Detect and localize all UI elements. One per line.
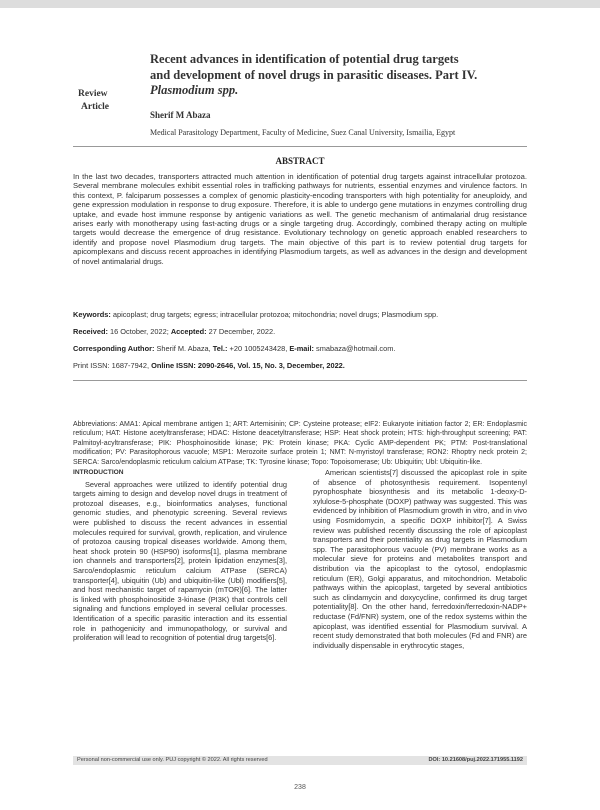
divider-top bbox=[73, 146, 527, 147]
title-line3: Plasmodium spp. bbox=[150, 83, 239, 97]
doi-link[interactable]: DOI: 10.21608/puj.2022.171955.1192 bbox=[428, 757, 523, 763]
volume-info: Vol. 15, No. 3, December, 2022. bbox=[237, 361, 345, 370]
author-name: Sherif M Abaza bbox=[150, 110, 211, 120]
page-number: 238 bbox=[294, 784, 306, 791]
received-date: 16 October, 2022; bbox=[109, 327, 169, 336]
right-column bbox=[313, 468, 527, 650]
article-type-line2: Article bbox=[81, 102, 109, 112]
email-label: E-mail: bbox=[289, 344, 314, 353]
article-title bbox=[150, 52, 550, 99]
tel-label: Tel.: bbox=[212, 344, 228, 353]
title-line1: Recent advances in identification of potential drug targets bbox=[150, 52, 459, 66]
abbreviations: Abbreviations: AMA1: Apical membrane antigen 1; ART: Artemisinin; CP: Cysteine protease; eIF2: Eukaryote initiation factor 2; ER: Endoplasmic reticulum; HAT: Histone acetyltransferase; HDAC: Histone deacetyltransferase; HSP: Heat shock protein; HTS: high-throughput screening; PAT: Palmitoyl-acyltransferase; PIK: Phosphoinositide kinase; PK: Protein kinase; PKA: Cyclic AMP-dependent PK; PTM: Post-translational modification; PV: Parasitophorous vacuole; MSP1: Merozoite surface protein 1; NMT: N-myristoyl transferase; RON2: Rhoptry neck protein 2; SERCA: Sarco/endoplasmic reticulum calcium ATPase; TK: Tyrosine kinase; Topo: Topoisomerase; Ub: Ubiquitin; Ubl: Ubiquitin-like. bbox=[73, 421, 527, 466]
received-label: Received: bbox=[73, 327, 108, 336]
corresponding-name: Sherif M. Abaza, bbox=[156, 344, 211, 353]
accepted-date: 27 December, 2022. bbox=[208, 327, 276, 336]
author-affiliation: Medical Parasitology Department, Faculty of Medicine, Suez Canal University, Ismailia, Egypt bbox=[150, 128, 456, 137]
right-column-text: American scientists[7] discussed the apicoplast role in spite of absence of photosynthesis requirement. Isopentenyl pyrophosphate biosynthesis and its metabolic 1-deoxy-D-xylulose-5-phosphate (DOXP) pathway was suggested. This was evidenced by inhibition of Plasmodium growth in vitro, and in vivo using Fosmidomycin, a specific DOXP inhibitor[7]. A Swiss review was published recently discussing the role of apicoplast transporters and their potentiality as drug targets in Plasmodium spp. The parasitophorous vacuole (PV) membrane works as a molecular sieve for proteins and metabolites transport and distribution via the apicoplast to the cytosol, endoplasmic reticulum (ER), Golgi apparatus, and mitochondrion. Metabolic pathways within the apicoplast, targeted by several antibiotics such as clindamycin and doxycycline, confirmed its drug target potentiality[8]. On the other hand, ferredoxin/ferredoxin-NADP+ reductase (Fd/FNR) system, one of the redox systems within the apicoplast, was identified essential for Plasmodium survival. A recent study demonstrated that both molecules (Fd and FNR) are individually dispensable in erythrocytic stages, bbox=[313, 468, 527, 650]
abstract-text: In the last two decades, transporters attracted much attention in identification of potential drug targets against intracellular protozoa. Several membrane molecules exhibit essential roles in trafficking pathways for nutrients, essential enzymes and virulence factors. In this context, P. falciparum possesses a complex of genomic plasticity-encoding transporters with high potentiality for aneuploidy, and gene expression modulation in response to drug exposure. Therefore, it is able to undergo gene mutations in enzymes controlling drug uptake, and evade host immune response by antigenic variations as well. The genetic mechanism of antimalarial drug resistance arises early with monotherapy using fast-acting drugs or a single targeting drug. Accordingly, combined therapy acting on multiple targets would decrease the emergence of drug resistance. Evolutionary technology on genetic approach enabled researchers to identify and propose novel Plasmodium drug targets. The main objective of this part is to review potential drug targets for apicomplexans and discuss recent approaches in identifying Plasmodium targets, as well as advances in the design and development of novel antimalarial drugs. bbox=[73, 172, 527, 266]
keywords-text: apicoplast; drug targets; egress; intracellular protozoa; mitochondria; novel drugs; Plasmodium spp. bbox=[112, 310, 439, 319]
left-column bbox=[73, 468, 287, 643]
accepted-label: Accepted: bbox=[170, 327, 207, 336]
divider-middle bbox=[73, 380, 527, 381]
issn-line bbox=[73, 361, 527, 371]
introduction-heading: INTRODUCTION bbox=[73, 469, 124, 476]
online-issn: Online ISSN: 2090-2646, bbox=[151, 361, 236, 370]
article-type-line1: Review bbox=[78, 89, 108, 99]
tel-value: +20 1005243428, bbox=[229, 344, 288, 353]
email-value[interactable]: smabaza@hotmail.com. bbox=[316, 344, 396, 353]
top-bar bbox=[0, 0, 600, 8]
abstract-heading: ABSTRACT bbox=[275, 156, 325, 166]
footer-bar bbox=[73, 756, 527, 765]
copyright-notice: Personal non-commercial use only. PUJ copyright © 2022. All rights reserved bbox=[77, 757, 268, 763]
article-type-label bbox=[78, 88, 128, 114]
left-column-text: Several approaches were utilized to identify potential drug targets aiming to design and develop novel drugs in treatment of protozoal diseases, e.g., bioinformatics analyses, functional genomic studies, and phenotypic screening. Several reviews were published to discuss the recent advances in essential molecules required for survival, growth, replication, and virulence of protozoa causing tropical diseases worldwide. Among them, heat shock protein 90 (HSP90) isoforms[1], plasma membrane ion channels and transporters[2], protein lipidation enzymes[3], Sarco/endoplasmic reticulum calcium ATPase (SERCA) transporter[4], ubiquitin (Ub) and ubiquitin-like (Ubl) modifiers[5], and host mechanistic target of rapamycin (mTOR)[6]. The latter is linked with phosphoinositide 3-kinase (PI3K) that controls cell signaling and functions employed in several cellular processes. Identification of a specific parasitic interaction and its essential role in pathogenicity and immunopathology, or survival and proliferation will lead to recognition of potential drug targets[6]. bbox=[73, 479, 287, 643]
dates bbox=[73, 327, 527, 337]
print-issn: Print ISSN: 1687-7942, bbox=[73, 361, 150, 370]
keywords bbox=[73, 310, 527, 320]
corresponding-label: Corresponding Author: bbox=[73, 344, 155, 353]
keywords-label: Keywords: bbox=[73, 310, 111, 319]
title-line2: and development of novel drugs in parasitic diseases. Part IV. bbox=[150, 67, 478, 82]
corresponding-author bbox=[73, 344, 527, 354]
